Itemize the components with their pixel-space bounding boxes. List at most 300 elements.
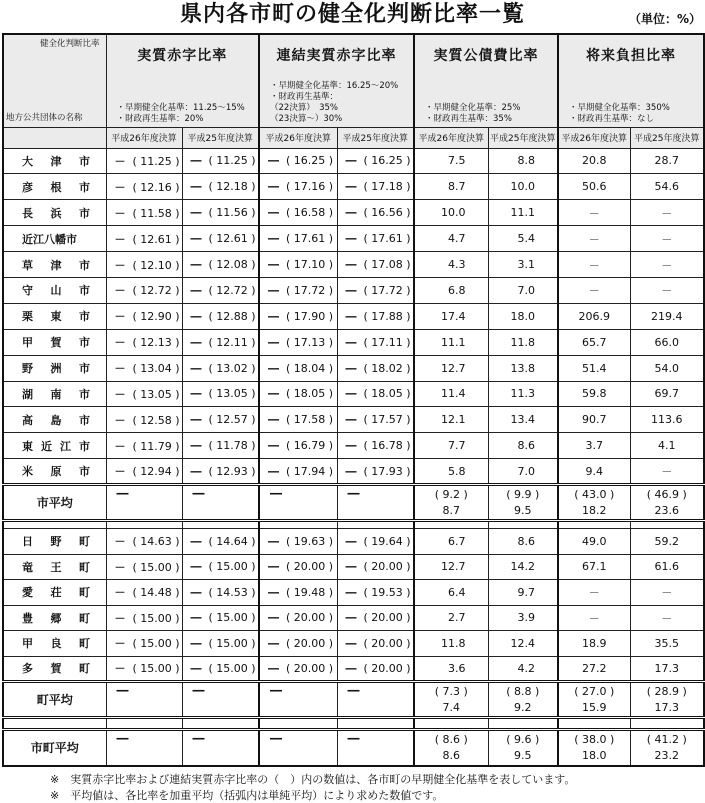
deficit-cell bbox=[106, 433, 182, 459]
dash-mark: ― bbox=[268, 206, 279, 220]
debt-ratio-2013: 8.8 bbox=[488, 148, 558, 174]
name-char: 野 bbox=[22, 362, 33, 376]
criteria-value: ( 20.00 ) bbox=[363, 560, 411, 574]
name-char: 市 bbox=[79, 154, 90, 168]
future-burden-2014: 20.8 bbox=[558, 148, 630, 174]
name-char: 郷 bbox=[50, 611, 62, 625]
name-text bbox=[22, 257, 90, 273]
municipality-name bbox=[3, 355, 106, 381]
criteria-value: ( 12.88 ) bbox=[208, 309, 256, 323]
deficit-cell bbox=[182, 226, 259, 252]
deficit-cell bbox=[337, 200, 414, 226]
debt-ratio-2014: 6.4 bbox=[414, 580, 488, 606]
name-char: 市 bbox=[79, 387, 90, 401]
debt-ratio-2013: 4.2 bbox=[488, 656, 558, 682]
future-burden-2014: 9.4 bbox=[558, 459, 630, 485]
dash-mark: ― bbox=[268, 636, 279, 650]
name-char: 市 bbox=[79, 180, 90, 194]
simple-average: ( 9.6 ) bbox=[506, 733, 540, 747]
deficit-cell bbox=[337, 148, 414, 174]
deficit-cell bbox=[259, 226, 337, 252]
dash-mark: － bbox=[114, 586, 126, 600]
dash-mark: ― bbox=[190, 661, 202, 675]
criteria-value: ( 15.00 ) bbox=[132, 560, 180, 574]
criteria-value: ( 12.58 ) bbox=[132, 413, 180, 427]
municipality-name bbox=[3, 148, 106, 174]
debt-ratio-2014: 2.7 bbox=[414, 605, 488, 631]
dash-mark: ― bbox=[268, 283, 279, 297]
table-row bbox=[3, 605, 704, 631]
criteria-value: ( 17.72 ) bbox=[286, 283, 334, 297]
municipality-name bbox=[3, 554, 106, 580]
criteria-value: ( 16.78 ) bbox=[363, 439, 411, 453]
average-value bbox=[488, 682, 558, 718]
group-criteria bbox=[425, 103, 520, 125]
empty-cell bbox=[106, 521, 182, 529]
dash-mark: ― bbox=[268, 335, 279, 349]
deficit-cell bbox=[259, 605, 337, 631]
name-char: 島 bbox=[50, 413, 62, 427]
criteria-value: ( 19.64 ) bbox=[363, 534, 411, 548]
weighted-average: 9.2 bbox=[514, 701, 532, 715]
average-value bbox=[488, 730, 558, 766]
future-burden-2013: － bbox=[630, 200, 704, 226]
debt-ratio-2014: 6.7 bbox=[414, 529, 488, 555]
deficit-cell bbox=[106, 631, 182, 657]
table-row bbox=[3, 580, 704, 606]
deficit-cell bbox=[182, 174, 259, 200]
criteria-value: ( 11.56 ) bbox=[208, 206, 256, 220]
criteria-value: ( 12.08 ) bbox=[208, 258, 256, 271]
ratio-table bbox=[2, 33, 705, 767]
future-burden-2014: － bbox=[558, 277, 630, 303]
future-burden-2014: 3.7 bbox=[558, 433, 630, 459]
dash-mark: － bbox=[114, 387, 126, 401]
debt-ratio-2014: 12.7 bbox=[414, 355, 488, 381]
municipality-name bbox=[3, 433, 106, 459]
name-char: 東 bbox=[50, 310, 62, 324]
debt-ratio-2013: 11.1 bbox=[488, 200, 558, 226]
weighted-average: 15.9 bbox=[582, 701, 607, 715]
criteria-value: ( 19.63 ) bbox=[286, 534, 334, 548]
deficit-cell bbox=[182, 459, 259, 485]
name-char: 町 bbox=[79, 560, 90, 574]
dash-mark: ― bbox=[268, 439, 279, 453]
deficit-cell bbox=[337, 631, 414, 657]
criteria-value: ( 17.88 ) bbox=[363, 309, 411, 323]
criteria-value: ( 11.25 ) bbox=[132, 154, 180, 168]
average-value bbox=[558, 730, 630, 766]
table-row bbox=[3, 355, 704, 381]
debt-ratio-2013: 11.8 bbox=[488, 329, 558, 355]
table-row bbox=[3, 303, 704, 329]
average-row bbox=[3, 485, 704, 521]
name-text bbox=[22, 282, 90, 298]
criteria-value: ( 12.18 ) bbox=[208, 180, 256, 194]
debt-ratio-2013: 10.0 bbox=[488, 174, 558, 200]
group-title: 実質赤字比率 bbox=[137, 48, 228, 64]
dash-mark: － bbox=[114, 413, 126, 427]
dash-mark: ― bbox=[190, 283, 202, 297]
criteria-value: ( 17.61 ) bbox=[363, 232, 411, 246]
deficit-cell bbox=[182, 656, 259, 682]
name-char: 市 bbox=[79, 258, 90, 272]
deficit-cell bbox=[337, 303, 414, 329]
deficit-cell bbox=[182, 631, 259, 657]
dash-mark: ― bbox=[268, 232, 279, 246]
debt-ratio-2014: 7.5 bbox=[414, 148, 488, 174]
criteria-line: ・早期健全化基準：25% bbox=[425, 102, 521, 113]
deficit-cell bbox=[106, 277, 182, 303]
dash-mark: ― bbox=[190, 464, 202, 478]
name-char: 米 bbox=[22, 465, 33, 479]
simple-average: ( 28.9 ) bbox=[646, 685, 687, 699]
criteria-line: （23決算～）30% bbox=[270, 113, 343, 124]
debt-ratio-2013: 11.3 bbox=[488, 381, 558, 407]
deficit-cell bbox=[106, 656, 182, 682]
name-text bbox=[22, 438, 90, 454]
name-text bbox=[22, 635, 90, 651]
name-char: 市 bbox=[79, 465, 90, 479]
future-burden-2014: 49.0 bbox=[558, 529, 630, 555]
group-header bbox=[259, 34, 414, 127]
dash-mark: ― bbox=[190, 585, 202, 599]
debt-ratio-2014: 5.8 bbox=[414, 459, 488, 485]
deficit-cell bbox=[337, 459, 414, 485]
criteria-value: ( 14.48 ) bbox=[132, 586, 180, 600]
header-row bbox=[3, 34, 704, 127]
deficit-cell bbox=[259, 459, 337, 485]
criteria-value: ( 17.18 ) bbox=[363, 180, 411, 194]
name-char: 原 bbox=[50, 465, 62, 479]
deficit-cell bbox=[182, 200, 259, 226]
deficit-cell bbox=[259, 631, 337, 657]
weighted-average: 17.3 bbox=[654, 701, 679, 715]
name-char: 東 bbox=[22, 439, 33, 453]
criteria-value: ( 19.48 ) bbox=[286, 585, 334, 599]
name-text bbox=[22, 360, 90, 376]
average-dash: ― bbox=[182, 730, 259, 766]
deficit-cell bbox=[106, 580, 182, 606]
future-burden-2014: 90.7 bbox=[558, 407, 630, 433]
average-label: 町平均 bbox=[3, 682, 106, 718]
name-char: 市 bbox=[79, 413, 90, 427]
empty-cell bbox=[106, 718, 182, 730]
footnote-1: ※ 実質赤字比率および連結実質赤字比率の（ ）内の数値は、各市町の早期健全化基準を表しています。 bbox=[50, 773, 576, 786]
municipality-name bbox=[3, 381, 106, 407]
deficit-cell bbox=[259, 252, 337, 278]
future-burden-2013: － bbox=[630, 277, 704, 303]
deficit-cell bbox=[182, 252, 259, 278]
criteria-value: ( 13.05 ) bbox=[208, 387, 256, 401]
criteria-value: ( 12.16 ) bbox=[132, 180, 180, 194]
name-char: 市 bbox=[79, 206, 90, 220]
simple-average: ( 8.8 ) bbox=[506, 685, 540, 699]
deficit-cell bbox=[259, 329, 337, 355]
corner-bottom-label: 地方公共団体の名称 bbox=[6, 112, 83, 123]
deficit-cell bbox=[182, 407, 259, 433]
deficit-cell bbox=[106, 407, 182, 433]
debt-ratio-2014: 17.4 bbox=[414, 303, 488, 329]
dash-mark: ― bbox=[268, 258, 279, 271]
dash-mark: － bbox=[114, 310, 126, 324]
table-row bbox=[3, 529, 704, 555]
municipality-name bbox=[3, 407, 106, 433]
name-char: 近江八幡市 bbox=[22, 232, 77, 246]
name-char: 甲 bbox=[22, 336, 33, 350]
future-burden-2014: 51.4 bbox=[558, 355, 630, 381]
name-char: 守 bbox=[22, 284, 33, 298]
name-char: 近 bbox=[41, 439, 52, 453]
weighted-average: 7.4 bbox=[442, 701, 460, 715]
dash-mark: ― bbox=[345, 661, 357, 675]
table-row bbox=[3, 252, 704, 278]
table-row bbox=[3, 381, 704, 407]
weighted-average: 18.0 bbox=[582, 749, 607, 763]
average-value bbox=[558, 485, 630, 521]
empty-cell bbox=[182, 718, 259, 730]
deficit-cell bbox=[259, 433, 337, 459]
weighted-average: 23.2 bbox=[654, 749, 679, 763]
debt-ratio-2013: 5.4 bbox=[488, 226, 558, 252]
average-value bbox=[488, 485, 558, 521]
debt-ratio-2014: 10.0 bbox=[414, 200, 488, 226]
criteria-value: ( 15.00 ) bbox=[208, 560, 256, 574]
dash-mark: ― bbox=[345, 258, 357, 271]
average-value bbox=[414, 730, 488, 766]
debt-ratio-2013: 18.0 bbox=[488, 303, 558, 329]
average-dash: ― bbox=[106, 485, 182, 521]
dash-mark: － bbox=[114, 336, 126, 350]
deficit-cell bbox=[337, 226, 414, 252]
name-char: 南 bbox=[50, 387, 62, 401]
empty-cell bbox=[488, 718, 558, 730]
debt-ratio-2013: 7.0 bbox=[488, 459, 558, 485]
deficit-cell bbox=[259, 580, 337, 606]
debt-ratio-2013: 8.6 bbox=[488, 529, 558, 555]
name-char: 洲 bbox=[50, 362, 62, 376]
deficit-cell bbox=[337, 580, 414, 606]
name-char: 津 bbox=[50, 258, 62, 272]
average-label: 市町平均 bbox=[3, 730, 106, 766]
dash-mark: ― bbox=[190, 180, 202, 194]
name-text bbox=[22, 463, 90, 479]
fiscal-year-header: 平成25年度決算 bbox=[337, 127, 414, 148]
criteria-value: ( 17.61 ) bbox=[286, 232, 334, 246]
debt-ratio-2014: 8.7 bbox=[414, 174, 488, 200]
deficit-cell bbox=[106, 355, 182, 381]
future-burden-2014: 206.9 bbox=[558, 303, 630, 329]
subheader-row bbox=[3, 127, 704, 148]
name-char: 市 bbox=[79, 336, 90, 350]
debt-ratio-2014: 3.6 bbox=[414, 656, 488, 682]
name-char: 良 bbox=[50, 637, 62, 651]
criteria-value: ( 18.04 ) bbox=[286, 361, 334, 375]
future-burden-2014: － bbox=[558, 226, 630, 252]
debt-ratio-2013: 9.7 bbox=[488, 580, 558, 606]
average-value bbox=[630, 730, 704, 766]
dash-mark: － bbox=[114, 362, 126, 376]
name-char: 多 bbox=[22, 662, 33, 676]
average-dash: ― bbox=[259, 730, 337, 766]
table-row bbox=[3, 554, 704, 580]
municipality-name bbox=[3, 580, 106, 606]
name-text bbox=[22, 610, 90, 626]
future-burden-2014: 18.9 bbox=[558, 631, 630, 657]
dash-mark: ― bbox=[190, 387, 202, 401]
criteria-value: ( 17.58 ) bbox=[286, 413, 334, 427]
dash-mark: － bbox=[114, 535, 126, 549]
future-burden-2013: 28.7 bbox=[630, 148, 704, 174]
municipality-name bbox=[3, 656, 106, 682]
municipality-name bbox=[3, 459, 106, 485]
criteria-value: ( 16.58 ) bbox=[286, 206, 334, 220]
future-burden-2013: 4.1 bbox=[630, 433, 704, 459]
name-char: 王 bbox=[50, 560, 62, 574]
dash-mark: － bbox=[114, 560, 126, 574]
fiscal-year-header: 平成26年度決算 bbox=[259, 127, 337, 148]
average-dash: ― bbox=[106, 682, 182, 718]
dash-mark: ― bbox=[268, 611, 279, 625]
criteria-value: ( 14.63 ) bbox=[132, 535, 180, 549]
criteria-value: ( 17.90 ) bbox=[286, 309, 334, 323]
criteria-value: ( 15.00 ) bbox=[208, 611, 256, 625]
dash-mark: ― bbox=[190, 258, 202, 271]
name-char: 市 bbox=[79, 362, 90, 376]
deficit-cell bbox=[106, 554, 182, 580]
dash-mark: ― bbox=[190, 232, 202, 246]
deficit-cell bbox=[337, 529, 414, 555]
average-dash: ― bbox=[337, 485, 414, 521]
deficit-cell bbox=[182, 381, 259, 407]
dash-mark: ― bbox=[268, 180, 279, 194]
future-burden-2013: 54.0 bbox=[630, 355, 704, 381]
simple-average: ( 38.0 ) bbox=[574, 733, 615, 747]
dash-mark: ― bbox=[345, 560, 357, 574]
average-dash: ― bbox=[337, 730, 414, 766]
name-char: 山 bbox=[50, 284, 62, 298]
weighted-average: 23.6 bbox=[654, 504, 679, 518]
table-row bbox=[3, 226, 704, 252]
municipality-name bbox=[3, 329, 106, 355]
average-dash: ― bbox=[337, 682, 414, 718]
municipality-name bbox=[3, 631, 106, 657]
empty-cell bbox=[558, 718, 630, 730]
future-burden-2014: － bbox=[558, 605, 630, 631]
simple-average: ( 8.6 ) bbox=[434, 733, 468, 747]
future-burden-2014: 67.1 bbox=[558, 554, 630, 580]
deficit-cell bbox=[182, 605, 259, 631]
deficit-cell bbox=[337, 407, 414, 433]
name-text bbox=[22, 412, 90, 428]
dash-mark: ― bbox=[268, 585, 279, 599]
criteria-line: ・財政再生基準： bbox=[270, 91, 339, 102]
name-text bbox=[22, 334, 90, 350]
dash-mark: ― bbox=[345, 464, 357, 478]
dash-mark: ― bbox=[190, 534, 202, 548]
criteria-value: ( 17.13 ) bbox=[286, 335, 334, 349]
future-burden-2013: － bbox=[630, 226, 704, 252]
criteria-value: ( 17.11 ) bbox=[363, 335, 411, 349]
average-dash: ― bbox=[259, 485, 337, 521]
deficit-cell bbox=[182, 303, 259, 329]
dash-mark: ― bbox=[268, 154, 279, 168]
deficit-cell bbox=[182, 329, 259, 355]
future-burden-2013: 113.6 bbox=[630, 407, 704, 433]
deficit-cell bbox=[337, 355, 414, 381]
name-text bbox=[22, 559, 90, 575]
name-char: 浜 bbox=[50, 206, 62, 220]
future-burden-2014: 59.8 bbox=[558, 381, 630, 407]
future-burden-2013: 17.3 bbox=[630, 656, 704, 682]
municipality-name bbox=[3, 252, 106, 278]
criteria-value: ( 12.10 ) bbox=[132, 258, 180, 272]
fiscal-year-header: 平成25年度決算 bbox=[182, 127, 259, 148]
dash-mark: ― bbox=[345, 361, 357, 375]
fiscal-year-header: 平成25年度決算 bbox=[488, 127, 558, 148]
future-burden-2014: － bbox=[558, 200, 630, 226]
criteria-value: ( 19.53 ) bbox=[363, 585, 411, 599]
unit-label: （単位：%） bbox=[628, 12, 701, 26]
simple-average: ( 9.2 ) bbox=[434, 488, 468, 502]
dash-mark: － bbox=[114, 180, 126, 194]
name-char: 豊 bbox=[22, 611, 33, 625]
criteria-line: ・早期健全化基準：11.25～15% bbox=[116, 102, 245, 113]
name-char: 町 bbox=[79, 662, 90, 676]
criteria-value: ( 12.72 ) bbox=[132, 284, 180, 298]
dash-mark: ― bbox=[190, 636, 202, 650]
empty-cell bbox=[182, 521, 259, 529]
name-char: 栗 bbox=[22, 310, 33, 324]
deficit-cell bbox=[259, 200, 337, 226]
future-burden-2013: － bbox=[630, 252, 704, 278]
group-header bbox=[414, 34, 558, 127]
debt-ratio-2014: 4.3 bbox=[414, 252, 488, 278]
name-char: 甲 bbox=[22, 637, 33, 651]
deficit-cell bbox=[259, 656, 337, 682]
simple-average: ( 46.9 ) bbox=[646, 488, 687, 502]
average-row bbox=[3, 730, 704, 766]
name-char: 津 bbox=[50, 154, 62, 168]
dash-mark: － bbox=[114, 258, 126, 272]
empty-cell bbox=[414, 718, 488, 730]
name-char: 彦 bbox=[22, 180, 33, 194]
criteria-line: ・財政再生基準：なし bbox=[569, 113, 655, 124]
dash-mark: ― bbox=[345, 534, 357, 548]
empty-cell bbox=[414, 521, 488, 529]
average-row bbox=[3, 682, 704, 718]
criteria-value: ( 17.08 ) bbox=[363, 258, 411, 271]
dash-mark: ― bbox=[345, 413, 357, 427]
criteria-line: ・早期健全化基準：350% bbox=[569, 102, 670, 113]
future-burden-2014: 50.6 bbox=[558, 174, 630, 200]
criteria-value: ( 11.58 ) bbox=[132, 206, 180, 220]
dash-mark: ― bbox=[190, 560, 202, 574]
name-char: 町 bbox=[79, 611, 90, 625]
dash-mark: － bbox=[114, 439, 126, 453]
dash-mark: － bbox=[114, 637, 126, 651]
fiscal-year-header: 平成26年度決算 bbox=[106, 127, 182, 148]
group-header bbox=[106, 34, 259, 127]
deficit-cell bbox=[182, 148, 259, 174]
deficit-cell bbox=[337, 381, 414, 407]
criteria-value: ( 12.11 ) bbox=[208, 335, 256, 349]
deficit-cell bbox=[259, 381, 337, 407]
criteria-value: ( 11.79 ) bbox=[132, 439, 180, 453]
name-char: 長 bbox=[22, 206, 33, 220]
municipality-name bbox=[3, 200, 106, 226]
deficit-cell bbox=[337, 433, 414, 459]
